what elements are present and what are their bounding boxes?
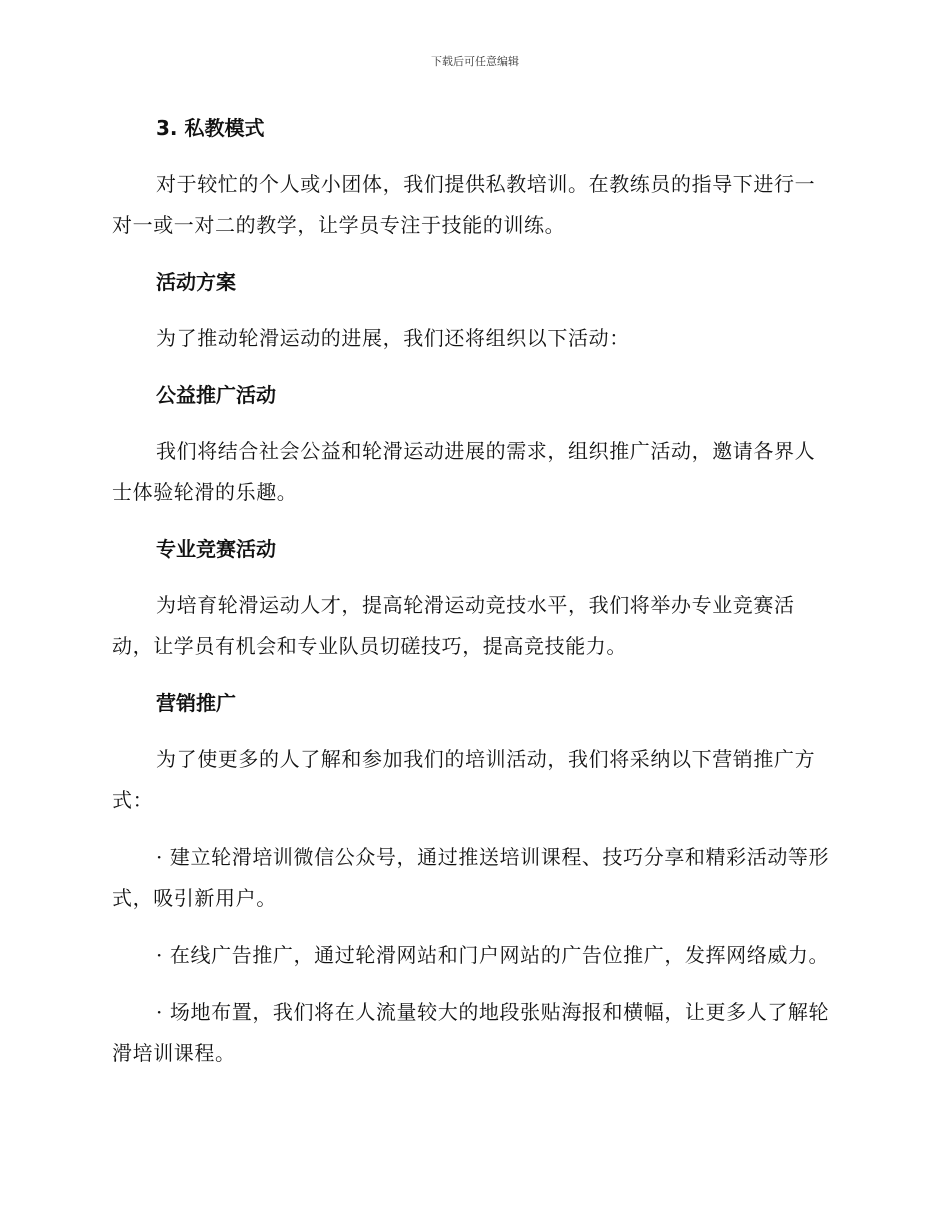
page-header-note: 下载后可任意编辑 (431, 55, 519, 68)
list-item-venue-posters: · 场地布置，我们将在人流量较大的地段张贴海报和横幅，让更多人了解轮滑培训课程。 (112, 1000, 830, 1065)
list-item-wechat: · 建立轮滑培训微信公众号，通过推送培训课程、技巧分享和精彩活动等形式，吸引新用户。 (112, 845, 830, 910)
paragraph-public-welfare: 我们将结合社会公益和轮滑运动进展的需求，组织推广活动，邀请各界人士体验轮滑的乐趣。 (112, 439, 816, 504)
paragraph-private-coaching: 对于较忙的个人或小团体，我们提供私教培训。在教练员的指导下进行一对一或一对二的教学，让学员专注于技能的训练。 (112, 172, 816, 237)
paragraph-competition: 为培育轮滑运动人才，提高轮滑运动竞技水平，我们将举办专业竞赛活动，让学员有机会和专业队员切磋技巧，提高竞技能力。 (112, 593, 795, 658)
paragraph-marketing-intro: 为了使更多的人了解和参加我们的培训活动，我们将采纳以下营销推广方式： (112, 747, 816, 812)
section-heading-activity-plan: 活动方案 (156, 270, 236, 294)
paragraph-activity-intro: 为了推动轮滑运动的进展，我们还将组织以下活动： (156, 326, 630, 350)
document-body (112, 108, 832, 1090)
section-heading-marketing: 营销推广 (156, 691, 236, 715)
section-heading-public-welfare: 公益推广活动 (156, 383, 276, 407)
list-item-online-ads: · 在线广告推广，通过轮滑网站和门户网站的广告位推广，发挥网络威力。 (156, 943, 830, 967)
section-heading-private-coaching: 3. 私教模式 (156, 116, 265, 140)
section-heading-competition: 专业竞赛活动 (156, 537, 276, 561)
